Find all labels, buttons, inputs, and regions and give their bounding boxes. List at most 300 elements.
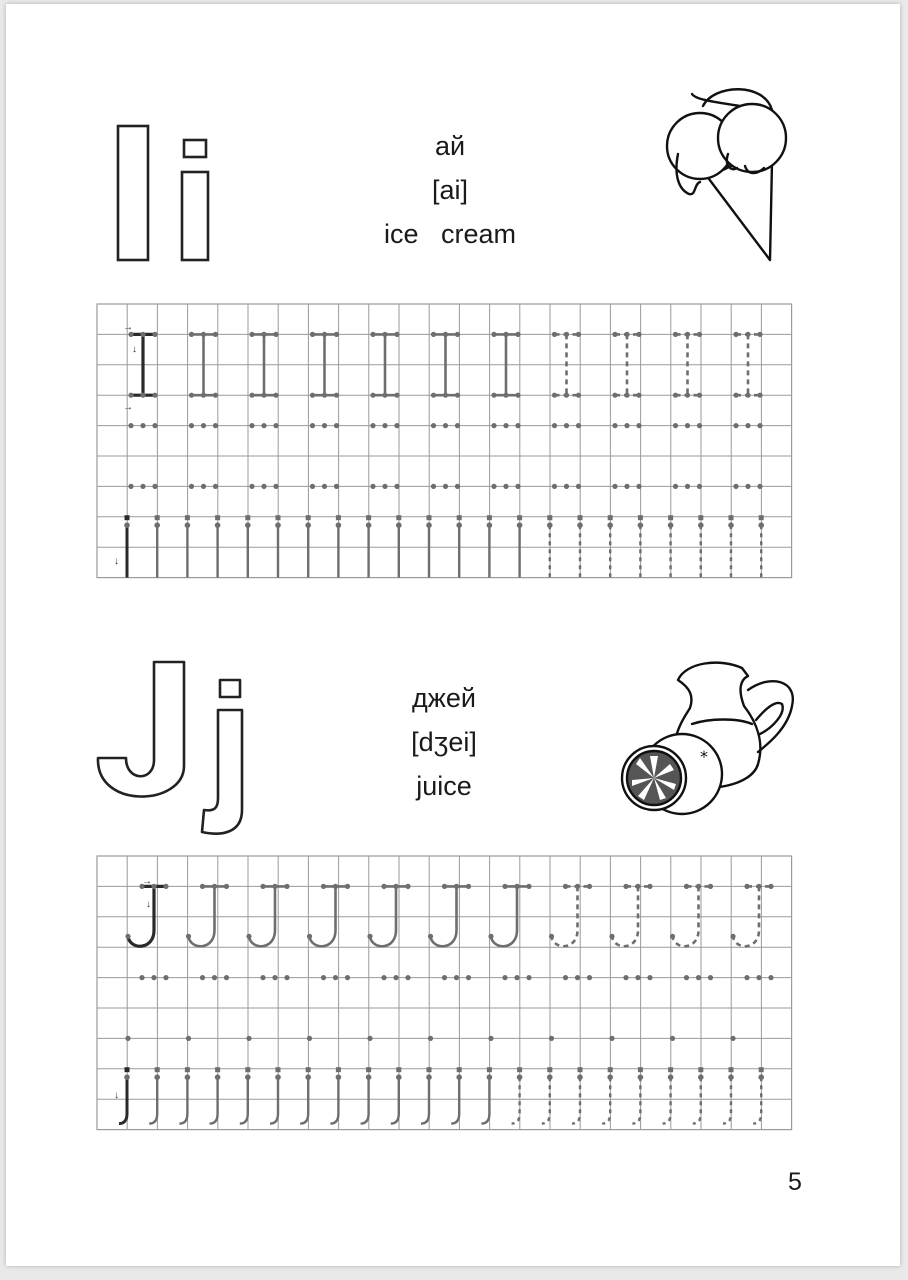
guide-dot — [607, 522, 613, 528]
guide-dot — [310, 332, 315, 337]
guide-dot — [213, 423, 218, 428]
guide-dot — [394, 423, 399, 428]
small-j-trace — [572, 1077, 580, 1123]
guide-dot — [152, 332, 157, 337]
i-dot-mark — [125, 515, 130, 520]
guide-dot — [273, 484, 278, 489]
guide-dot — [125, 1036, 130, 1041]
guide-dot — [140, 484, 145, 489]
j-dot-mark — [729, 1067, 734, 1072]
guide-dot — [370, 484, 375, 489]
guide-dot — [381, 975, 386, 980]
guide-dot — [756, 975, 761, 980]
guide-dot — [733, 423, 738, 428]
guide-dot — [623, 884, 628, 889]
guide-dot — [431, 423, 436, 428]
j-dot-mark — [698, 1067, 703, 1072]
guide-dot — [261, 332, 266, 337]
guide-dot — [697, 484, 702, 489]
guide-dot — [564, 423, 569, 428]
guide-dot — [370, 393, 375, 398]
small-j-trace — [723, 1077, 731, 1123]
guide-dot — [768, 884, 773, 889]
guide-dot — [757, 423, 762, 428]
svg-text:*: * — [700, 747, 708, 766]
guide-dot — [201, 332, 206, 337]
guide-dot — [454, 975, 459, 980]
guide-dot — [310, 423, 315, 428]
guide-dot — [275, 522, 281, 528]
guide-dot — [213, 484, 218, 489]
guide-dot — [249, 393, 254, 398]
guide-dot — [305, 1074, 311, 1080]
guide-dot — [575, 884, 580, 889]
guide-dot — [636, 484, 641, 489]
guide-dot — [456, 1074, 462, 1080]
guide-dot — [367, 934, 372, 939]
transcription-i: [ai] — [431, 175, 469, 205]
example-word-j: juice — [416, 771, 472, 801]
guide-dot — [381, 884, 386, 889]
i-dot-mark — [547, 515, 552, 520]
letter-i-outline — [118, 126, 208, 260]
guide-dot — [673, 423, 678, 428]
guide-dot — [635, 884, 640, 889]
guide-dot — [491, 484, 496, 489]
guide-dot — [321, 975, 326, 980]
guide-dot — [224, 884, 229, 889]
guide-dot — [189, 423, 194, 428]
guide-dot — [502, 975, 507, 980]
guide-dot — [333, 884, 338, 889]
guide-dot — [624, 484, 629, 489]
guide-dot — [224, 975, 229, 980]
guide-dot — [564, 332, 569, 337]
guide-dot — [428, 934, 433, 939]
guide-dot — [552, 393, 557, 398]
guide-dot — [128, 484, 133, 489]
guide-dot — [394, 393, 399, 398]
i-dot-mark — [608, 515, 613, 520]
j-dot-mark — [245, 1067, 250, 1072]
guide-dot — [249, 332, 254, 337]
guide-dot — [768, 975, 773, 980]
guide-dot — [514, 884, 519, 889]
guide-dot — [515, 423, 520, 428]
j-dot-mark — [276, 1067, 281, 1072]
guide-dot — [728, 522, 734, 528]
guide-dot — [139, 975, 144, 980]
guide-dot — [685, 484, 690, 489]
guide-dot — [124, 522, 130, 528]
guide-dot — [636, 393, 641, 398]
guide-dot — [307, 1036, 312, 1041]
i-dot-mark — [427, 515, 432, 520]
j-dot-mark — [487, 1067, 492, 1072]
guide-dot — [514, 975, 519, 980]
letter-j-outline — [98, 662, 242, 834]
j-dot-mark — [457, 1067, 462, 1072]
guide-dot — [393, 975, 398, 980]
guide-dot — [668, 1074, 674, 1080]
small-j-trace — [451, 1077, 459, 1123]
guide-dot — [273, 423, 278, 428]
guide-dot — [334, 332, 339, 337]
guide-dot — [487, 522, 493, 528]
guide-dot — [307, 934, 312, 939]
guide-dot — [670, 934, 675, 939]
guide-dot — [609, 934, 614, 939]
i-dot-mark — [517, 515, 522, 520]
i-dot-mark — [306, 515, 311, 520]
guide-dot — [708, 975, 713, 980]
guide-dot — [745, 332, 750, 337]
guide-dot — [708, 884, 713, 889]
guide-dot — [575, 975, 580, 980]
guide-dot — [396, 1074, 402, 1080]
guide-dot — [698, 1074, 704, 1080]
guide-dot — [261, 423, 266, 428]
guide-dot — [261, 484, 266, 489]
small-j-trace — [270, 1077, 278, 1123]
ice-cream-icon — [667, 89, 786, 260]
guide-dot — [201, 393, 206, 398]
guide-dot — [685, 393, 690, 398]
guide-dot — [140, 393, 145, 398]
guide-dot — [345, 975, 350, 980]
guide-dot — [382, 484, 387, 489]
guide-dot — [563, 975, 568, 980]
guide-dot — [733, 393, 738, 398]
j-dot-mark — [427, 1067, 432, 1072]
guide-dot — [367, 1036, 372, 1041]
small-j-trace — [210, 1077, 218, 1123]
guide-dot — [454, 884, 459, 889]
guide-dot — [624, 393, 629, 398]
guide-dot — [185, 522, 191, 528]
j-dot-mark — [125, 1067, 130, 1072]
guide-dot — [455, 484, 460, 489]
guide-dot — [673, 332, 678, 337]
guide-dot — [336, 1074, 342, 1080]
guide-dot — [189, 332, 194, 337]
guide-dot — [552, 332, 557, 337]
guide-dot — [612, 423, 617, 428]
guide-dot — [305, 522, 311, 528]
guide-dot — [443, 484, 448, 489]
guide-dot — [466, 975, 471, 980]
guide-dot — [186, 1036, 191, 1041]
guide-dot — [345, 884, 350, 889]
guide-dot — [466, 884, 471, 889]
j-dot-mark — [608, 1067, 613, 1072]
small-j-trace — [632, 1077, 640, 1123]
guide-dot — [491, 423, 496, 428]
guide-dot — [431, 332, 436, 337]
guide-dot — [322, 332, 327, 337]
guide-dot — [745, 484, 750, 489]
guide-dot — [647, 884, 652, 889]
guide-dot — [576, 484, 581, 489]
guide-dot — [284, 975, 289, 980]
guide-dot — [697, 423, 702, 428]
small-j-trace — [240, 1077, 248, 1123]
guide-dot — [577, 522, 583, 528]
guide-dot — [547, 1074, 553, 1080]
guide-dot — [370, 332, 375, 337]
guide-dot — [744, 884, 749, 889]
guide-dot — [382, 423, 387, 428]
guide-dot — [612, 393, 617, 398]
j-dot-mark — [578, 1067, 583, 1072]
guide-dot — [396, 522, 402, 528]
guide-dot — [152, 393, 157, 398]
guide-dot — [215, 1074, 221, 1080]
guide-dot — [163, 975, 168, 980]
guide-dot — [697, 393, 702, 398]
guide-dot — [503, 423, 508, 428]
guide-dot — [685, 332, 690, 337]
arrow-down-icon: ↓ — [114, 1090, 119, 1101]
guide-dot — [405, 884, 410, 889]
i-dot-mark — [366, 515, 371, 520]
i-dot-mark — [729, 515, 734, 520]
guide-dot — [245, 522, 251, 528]
page-number: 5 — [788, 1168, 802, 1196]
i-dot-mark — [276, 515, 281, 520]
guide-dot — [334, 423, 339, 428]
guide-dot — [124, 1074, 130, 1080]
guide-dot — [491, 393, 496, 398]
small-j-trace — [512, 1077, 520, 1123]
j-dot-mark — [336, 1067, 341, 1072]
guide-dot — [549, 934, 554, 939]
guide-dot — [564, 484, 569, 489]
guide-dot — [515, 484, 520, 489]
guide-dot — [382, 393, 387, 398]
example-word-i: ice cream — [383, 219, 517, 249]
small-j-trace — [119, 1077, 127, 1123]
guide-dot — [189, 393, 194, 398]
guide-dot — [612, 484, 617, 489]
guide-dot — [587, 884, 592, 889]
j-dot-mark — [215, 1067, 220, 1072]
small-j-trace — [693, 1077, 701, 1123]
j-dot-mark — [638, 1067, 643, 1072]
i-dot-mark — [578, 515, 583, 520]
guide-dot — [382, 332, 387, 337]
guide-dot — [547, 522, 553, 528]
guide-dot — [503, 332, 508, 337]
guide-dot — [623, 975, 628, 980]
guide-dot — [549, 1036, 554, 1041]
guide-dot — [213, 393, 218, 398]
guide-dot — [431, 393, 436, 398]
j-dot-mark — [185, 1067, 190, 1072]
j-dot-mark — [155, 1067, 160, 1072]
guide-dot — [185, 1074, 191, 1080]
guide-dot — [624, 332, 629, 337]
guide-dot — [310, 393, 315, 398]
guide-dot — [212, 975, 217, 980]
guide-dot — [517, 522, 523, 528]
small-j-trace — [602, 1077, 610, 1123]
i-dot-mark — [336, 515, 341, 520]
guide-dot — [140, 423, 145, 428]
guide-dot — [698, 522, 704, 528]
guide-dot — [552, 484, 557, 489]
guide-dot — [488, 1036, 493, 1041]
letter-i-info — [330, 124, 570, 256]
transcription-j: [dʒei] — [411, 727, 477, 757]
guide-dot — [670, 1036, 675, 1041]
guide-dot — [526, 884, 531, 889]
guide-dot — [261, 393, 266, 398]
i-dot-mark — [698, 515, 703, 520]
guide-dot — [442, 975, 447, 980]
guide-dot — [405, 975, 410, 980]
arrow-down-icon: ↓ — [132, 344, 137, 355]
i-dot-mark — [668, 515, 673, 520]
grid-border — [97, 856, 792, 1130]
small-j-trace — [542, 1077, 550, 1123]
guide-dot — [426, 1074, 432, 1080]
guide-dot — [246, 1036, 251, 1041]
guide-dot — [757, 393, 762, 398]
guide-dot — [455, 393, 460, 398]
guide-dot — [272, 884, 277, 889]
guide-dot — [186, 934, 191, 939]
guide-dot — [587, 975, 592, 980]
guide-dot — [673, 484, 678, 489]
guide-dot — [151, 975, 156, 980]
russian-name-j: джей — [412, 683, 476, 713]
jug-and-orange-icon — [622, 663, 793, 814]
arrow-down-icon: ↓ — [146, 899, 151, 910]
guide-dot — [728, 1074, 734, 1080]
i-dot-mark — [396, 515, 401, 520]
guide-dot — [125, 934, 130, 939]
guide-dot — [503, 484, 508, 489]
guide-dot — [443, 332, 448, 337]
i-dot-mark — [487, 515, 492, 520]
guide-dot — [212, 884, 217, 889]
guide-dot — [426, 522, 432, 528]
guide-dot — [730, 934, 735, 939]
guide-dot — [455, 423, 460, 428]
guide-dot — [152, 484, 157, 489]
guide-dot — [502, 884, 507, 889]
guide-dot — [273, 332, 278, 337]
letter-j-info — [324, 676, 564, 808]
small-j-trace — [149, 1077, 157, 1123]
guide-dot — [200, 884, 205, 889]
guide-dot — [321, 884, 326, 889]
i-dot-mark — [215, 515, 220, 520]
arrow-right-icon: → — [123, 322, 133, 333]
arrow-right-icon: → — [142, 876, 152, 887]
guide-dot — [442, 884, 447, 889]
guide-dot — [443, 423, 448, 428]
j-dot-mark — [759, 1067, 764, 1072]
guide-dot — [151, 884, 156, 889]
guide-dot — [246, 934, 251, 939]
guide-dot — [757, 484, 762, 489]
guide-dot — [638, 1074, 644, 1080]
guide-dot — [154, 1074, 160, 1080]
guide-dot — [745, 423, 750, 428]
guide-dot — [260, 975, 265, 980]
guide-dot — [310, 484, 315, 489]
guide-dot — [744, 975, 749, 980]
guide-dot — [517, 1074, 523, 1080]
guide-dot — [336, 522, 342, 528]
i-dot-mark — [759, 515, 764, 520]
guide-dot — [638, 522, 644, 528]
guide-dot — [128, 423, 133, 428]
small-j-trace — [361, 1077, 369, 1123]
i-dot-mark — [245, 515, 250, 520]
j-dot-mark — [517, 1067, 522, 1072]
guide-dot — [730, 1036, 735, 1041]
guide-dot — [577, 1074, 583, 1080]
guide-dot — [128, 393, 133, 398]
guide-dot — [564, 393, 569, 398]
small-j-trace — [300, 1077, 308, 1123]
arrow-right-icon: → — [123, 402, 133, 413]
guide-dot — [758, 1074, 764, 1080]
guide-dot — [428, 1036, 433, 1041]
guide-dot — [273, 393, 278, 398]
guide-dot — [757, 332, 762, 337]
guide-dot — [624, 423, 629, 428]
j-dot-mark — [668, 1067, 673, 1072]
guide-dot — [260, 884, 265, 889]
guide-dot — [503, 393, 508, 398]
guide-dot — [673, 393, 678, 398]
guide-dot — [488, 934, 493, 939]
guide-dot — [366, 1074, 372, 1080]
small-j-trace — [330, 1077, 338, 1123]
guide-dot — [393, 884, 398, 889]
russian-name-i: ай — [434, 131, 466, 161]
guide-dot — [576, 423, 581, 428]
guide-dot — [201, 484, 206, 489]
guide-dot — [249, 423, 254, 428]
guide-dot — [189, 484, 194, 489]
guide-dot — [200, 975, 205, 980]
guide-dot — [635, 975, 640, 980]
guide-dot — [526, 975, 531, 980]
guide-dot — [394, 332, 399, 337]
guide-dot — [636, 332, 641, 337]
guide-dot — [152, 423, 157, 428]
guide-dot — [697, 332, 702, 337]
small-j-trace — [179, 1077, 187, 1123]
guide-dot — [607, 1074, 613, 1080]
guide-dot — [284, 884, 289, 889]
guide-dot — [154, 522, 160, 528]
guide-dot — [322, 423, 327, 428]
guide-dot — [334, 393, 339, 398]
guide-dot — [455, 332, 460, 337]
guide-dot — [576, 393, 581, 398]
j-dot-mark — [366, 1067, 371, 1072]
guide-dot — [491, 332, 496, 337]
i-dot-mark — [155, 515, 160, 520]
guide-dot — [668, 522, 674, 528]
guide-dot — [515, 393, 520, 398]
